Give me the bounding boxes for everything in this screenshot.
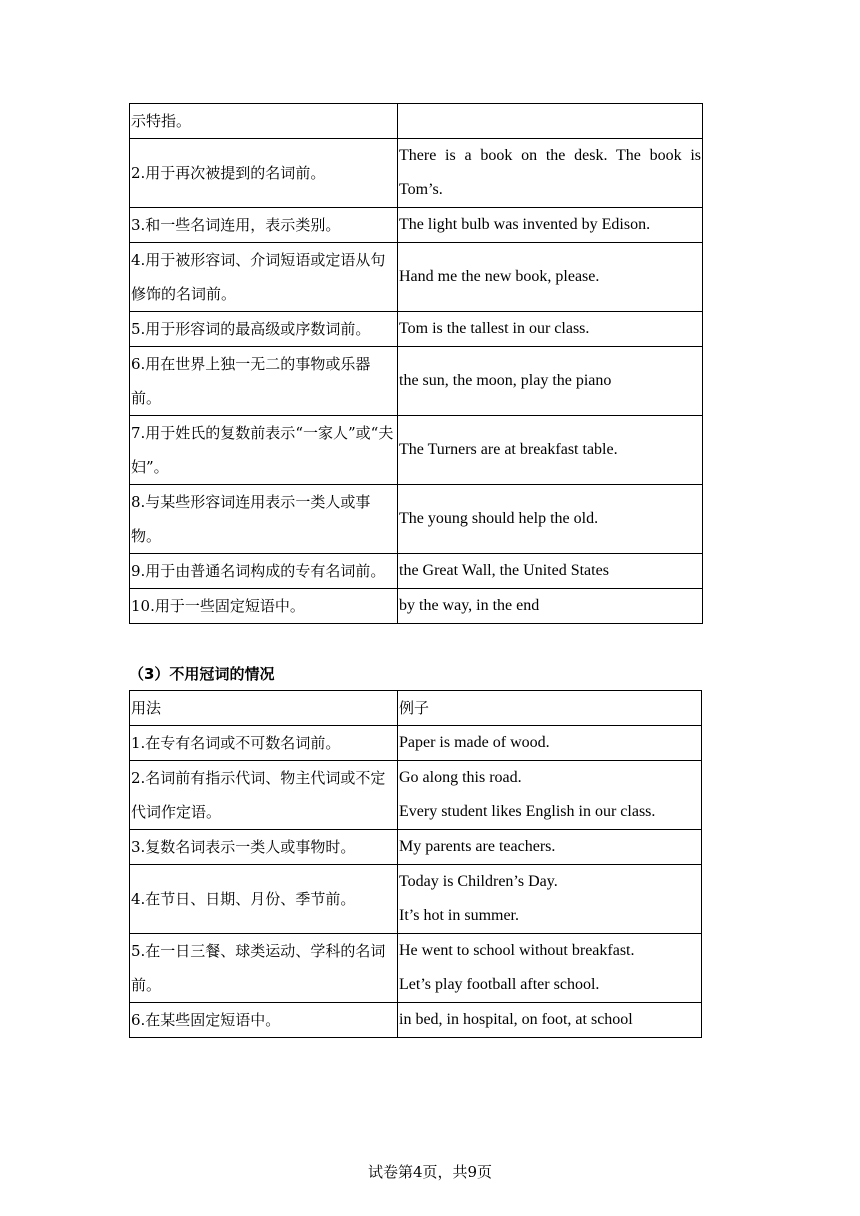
usage-cell: 4.用于被形容词、介词短语或定语从句修饰的名词前。	[130, 243, 398, 312]
example-line: Go along this road.	[399, 769, 522, 786]
usage-cell: 10.用于一些固定短语中。	[130, 589, 398, 624]
usage-cell: 7.用于姓氏的复数前表示“一家人”或“夫妇”。	[130, 416, 398, 485]
example-header: 例子	[398, 691, 702, 726]
usage-cell: 9.用于由普通名词构成的专有名词前。	[130, 554, 398, 589]
table-row	[130, 1003, 702, 1038]
usage-cell: 3.复数名词表示一类人或事物时。	[130, 830, 398, 865]
usage-cell: 1.在专有名词或不可数名词前。	[130, 726, 398, 761]
usage-cell: 2.名词前有指示代词、物主代词或不定代词作定语。	[130, 761, 398, 830]
example-line: Let’s play football after school.	[399, 976, 600, 993]
usage-cell: 2.用于再次被提到的名词前。	[130, 139, 398, 208]
example-line: My parents are teachers.	[399, 838, 556, 855]
table-row	[130, 243, 703, 312]
table-row	[130, 312, 703, 347]
example-cell: the sun, the moon, play the piano	[398, 347, 703, 416]
example-cell: the Great Wall, the United States	[398, 554, 703, 589]
example-cell: The Turners are at breakfast table.	[398, 416, 703, 485]
example-cell: There is a book on the desk. The book is Tom’s.	[398, 139, 703, 208]
table-row	[130, 208, 703, 243]
example-line: It’s hot in summer.	[399, 907, 519, 924]
example-cell	[398, 934, 702, 1003]
usage-cell: 6.用在世界上独一无二的事物或乐器前。	[130, 347, 398, 416]
example-line: Every student likes English in our class.	[399, 803, 656, 820]
usage-cell: 8.与某些形容词连用表示一类人或事物。	[130, 485, 398, 554]
example-cell	[398, 761, 702, 830]
example-cell: Hand me the new book, please.	[398, 243, 703, 312]
table-row	[130, 347, 703, 416]
table-row	[130, 104, 703, 139]
usage-cell: 示特指。	[130, 104, 398, 139]
table-row	[130, 416, 703, 485]
table-row	[130, 139, 703, 208]
example-cell: The light bulb was invented by Edison.	[398, 208, 703, 243]
section-heading: （3）不用冠词的情况	[129, 665, 275, 683]
example-line: Paper is made of wood.	[399, 734, 550, 751]
table-header-row	[130, 691, 702, 726]
table-row	[130, 554, 703, 589]
table-row	[130, 830, 702, 865]
table-row	[130, 726, 702, 761]
example-line: Today is Children’s Day.	[399, 873, 558, 890]
usage-header: 用法	[130, 691, 398, 726]
example-cell: by the way, in the end	[398, 589, 703, 624]
usage-cell: 6.在某些固定短语中。	[130, 1003, 398, 1038]
example-cell	[398, 830, 702, 865]
table-row	[130, 934, 702, 1003]
table-row	[130, 865, 702, 934]
usage-cell: 5.在一日三餐、球类运动、学科的名词前。	[130, 934, 398, 1003]
example-cell: The young should help the old.	[398, 485, 703, 554]
usage-cell: 3.和一些名词连用，表示类别。	[130, 208, 398, 243]
table-row	[130, 761, 702, 830]
example-line: He went to school without breakfast.	[399, 942, 635, 959]
example-cell	[398, 1003, 702, 1038]
example-cell	[398, 726, 702, 761]
example-cell	[398, 104, 703, 139]
table-row	[130, 485, 703, 554]
example-cell	[398, 865, 702, 934]
usage-cell: 4.在节日、日期、月份、季节前。	[130, 865, 398, 934]
example-line: in bed, in hospital, on foot, at school	[399, 1011, 633, 1028]
page-number-footer: 试卷第4页，共9页	[367, 1163, 493, 1181]
table-row	[130, 589, 703, 624]
usage-cell: 5.用于形容词的最高级或序数词前。	[130, 312, 398, 347]
definite-article-usage-table	[129, 103, 703, 624]
example-cell: Tom is the tallest in our class.	[398, 312, 703, 347]
no-article-usage-table	[129, 690, 702, 1038]
